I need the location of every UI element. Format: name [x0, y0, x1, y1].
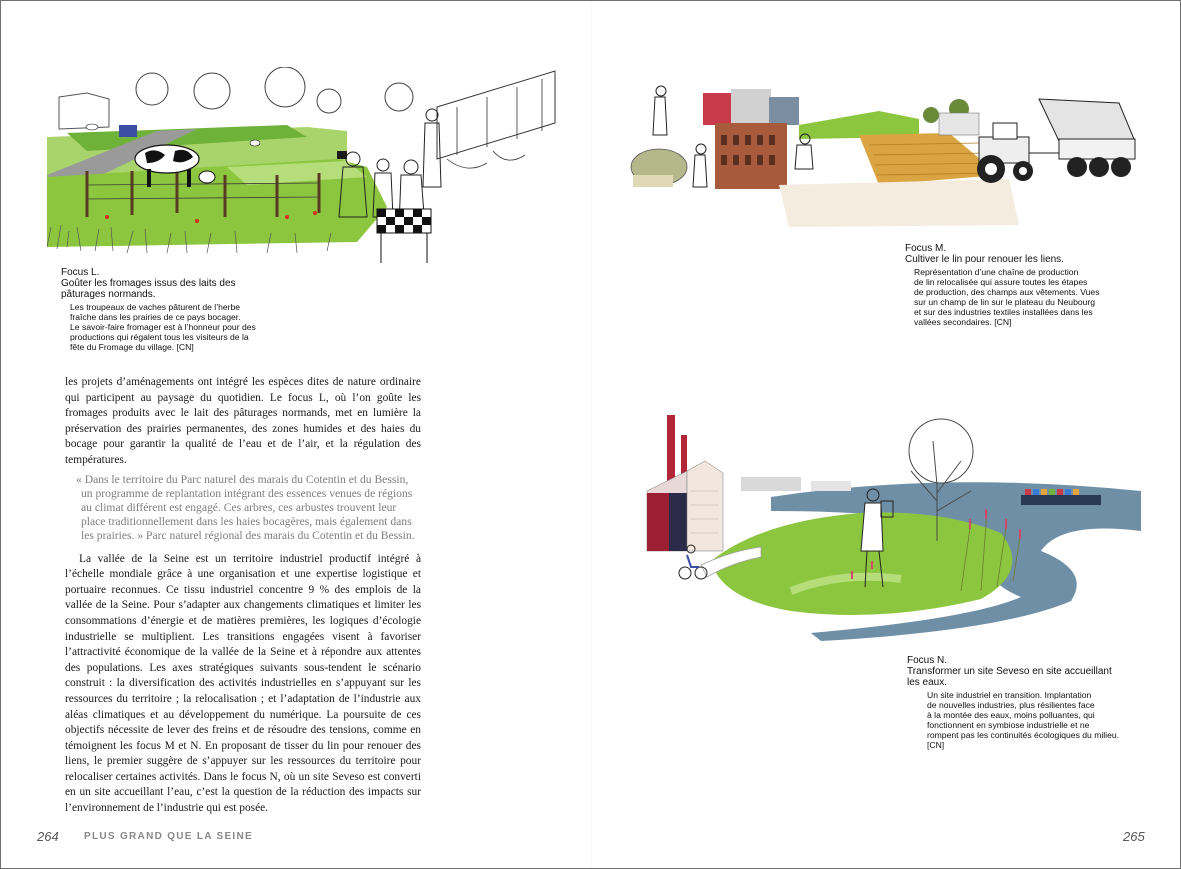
focus-m-illustration [619, 75, 1139, 241]
focus-l-description [70, 302, 291, 352]
focus-m-line: et sur des industries textiles installées dans les [914, 307, 1093, 317]
focus-m-line: vallées secondaires. [CN] [914, 317, 1012, 327]
focus-m-line: de lin relocalisée qui assure toutes les étapes [914, 277, 1088, 287]
page-number-right: 265 [1123, 829, 1145, 844]
focus-l-subtitle-2: pâturages normands. [61, 289, 156, 300]
focus-n-subtitle: Transformer un site Seveso en site accueillant [907, 666, 1112, 677]
paragraph-industry: La vallée de la Seine est un territoire industriel productif intégré à l’échelle mondiale grâce à une organisation et une expertise logistique et portuaire reconnues. Ce tissu industriel concentre 9 % des emplois de la vallée de la Seine. Pour s’adapter aux changements climatiques et limiter les consommations d’énergie et de matières premières, les logiques d’écologie industrielle se multiplient. Les transitions engagées visent à favoriser l’attractivité économique de la vallée de la Seine et à répondre aux attentes des populations. Les axes stratégiques suivants sous-tendent le scénario construit : la diversification des activités industrielles en s’appuyant sur les ressources du territoire ; la relocalisation ; et l’adaptation de l’industrie aux aléas climatiques et au développement du numérique. La poursuite de ces objectifs nécessite de lever des freins et de résoudre des tensions, comme en témoignent les focus M et N. En proposant de tisser du lin pour renouer des liens, le premier suggère de s’appuyer sur les ressources du territoire pour relocaliser certaines activités. Dans le focus N, où un site Seveso est converti en un site accueillant l’eau, c’est la question de la réduction des impacts sur l’environnement de l’industrie qui est posée. [65, 552, 421, 815]
focus-l-line: Le savoir-faire fromager est à l’honneur pour des [70, 322, 256, 332]
focus-n-caption [907, 655, 1157, 750]
focus-l-title: Focus L. [61, 267, 100, 278]
focus-l-line: fête du Fromage du village. [CN] [70, 342, 194, 352]
focus-n-line: à la montée des eaux, moins polluantes, qui [927, 710, 1095, 720]
focus-n-line: rompent pas les continuités écologiques du milieu. [927, 730, 1120, 740]
page-number-left: 264 [37, 829, 59, 844]
focus-m-subtitle: Cultiver le lin pour renouer les liens. [905, 254, 1064, 265]
focus-m-line: sur un champ de lin sur le plateau du Neubourg [914, 297, 1096, 307]
focus-n-title: Focus N. [907, 655, 948, 666]
focus-m-description [914, 267, 1145, 327]
focus-n-subtitle-2: les eaux. [907, 677, 948, 688]
focus-n-line: [CN] [927, 740, 945, 750]
focus-l-line: Les troupeaux de vaches pâturent de l’herbe [70, 302, 241, 312]
focus-m-line: Représentation d’une chaîne de production [914, 267, 1079, 277]
paragraph-intro: les projets d’aménagements ont intégré les espèces dites de nature ordinaire qui participent au paysage du quotidien. Le focus L, où l’on goûte les fromages produits avec le lait des pâturages normands, met en lumière la préservation des prairies permanentes, des zones humides et des haies du bocage pour garantir la qualité de l’eau et de l’air, et la régulation des températures. [65, 376, 421, 466]
focus-n-line: de nouvelles industries, plus résilientes face [927, 700, 1095, 710]
focus-m-caption [905, 243, 1145, 327]
focus-n-line: Un site industriel en transition. Implantation [927, 690, 1092, 700]
focus-l-line: fraîche dans les prairies de ce pays bocager. [70, 312, 241, 322]
body-text-column [65, 375, 421, 817]
focus-n-line: fonctionnent en symbiose industrielle et ne [927, 720, 1090, 730]
focus-n-description [927, 690, 1157, 750]
focus-n-illustration [641, 401, 1141, 653]
running-title: PLUS GRAND QUE LA SEINE [84, 831, 253, 842]
pull-quote: « Dans le territoire du Parc naturel des marais du Cotentin et du Bessin, un programme de replantation intégrant des essences venues de régions au climat différent est engagé. Ces arbres, ces arbustes trouvent leur place traditionnellement dans les haies bocagères, mais également dans les prairies. » Parc naturel régional des marais du Cotentin et du Bessin. [76, 472, 415, 543]
page-fold [591, 1, 592, 868]
focus-l-subtitle: Goûter les fromages issus des laits des [61, 278, 236, 289]
focus-m-line: de production, des champs aux vêtements. Vues [914, 287, 1100, 297]
focus-l-caption [61, 267, 291, 352]
focus-m-title: Focus M. [905, 243, 947, 254]
focus-l-line: productions qui régalent tous les visiteurs de la [70, 332, 249, 342]
focus-l-illustration [47, 67, 559, 273]
